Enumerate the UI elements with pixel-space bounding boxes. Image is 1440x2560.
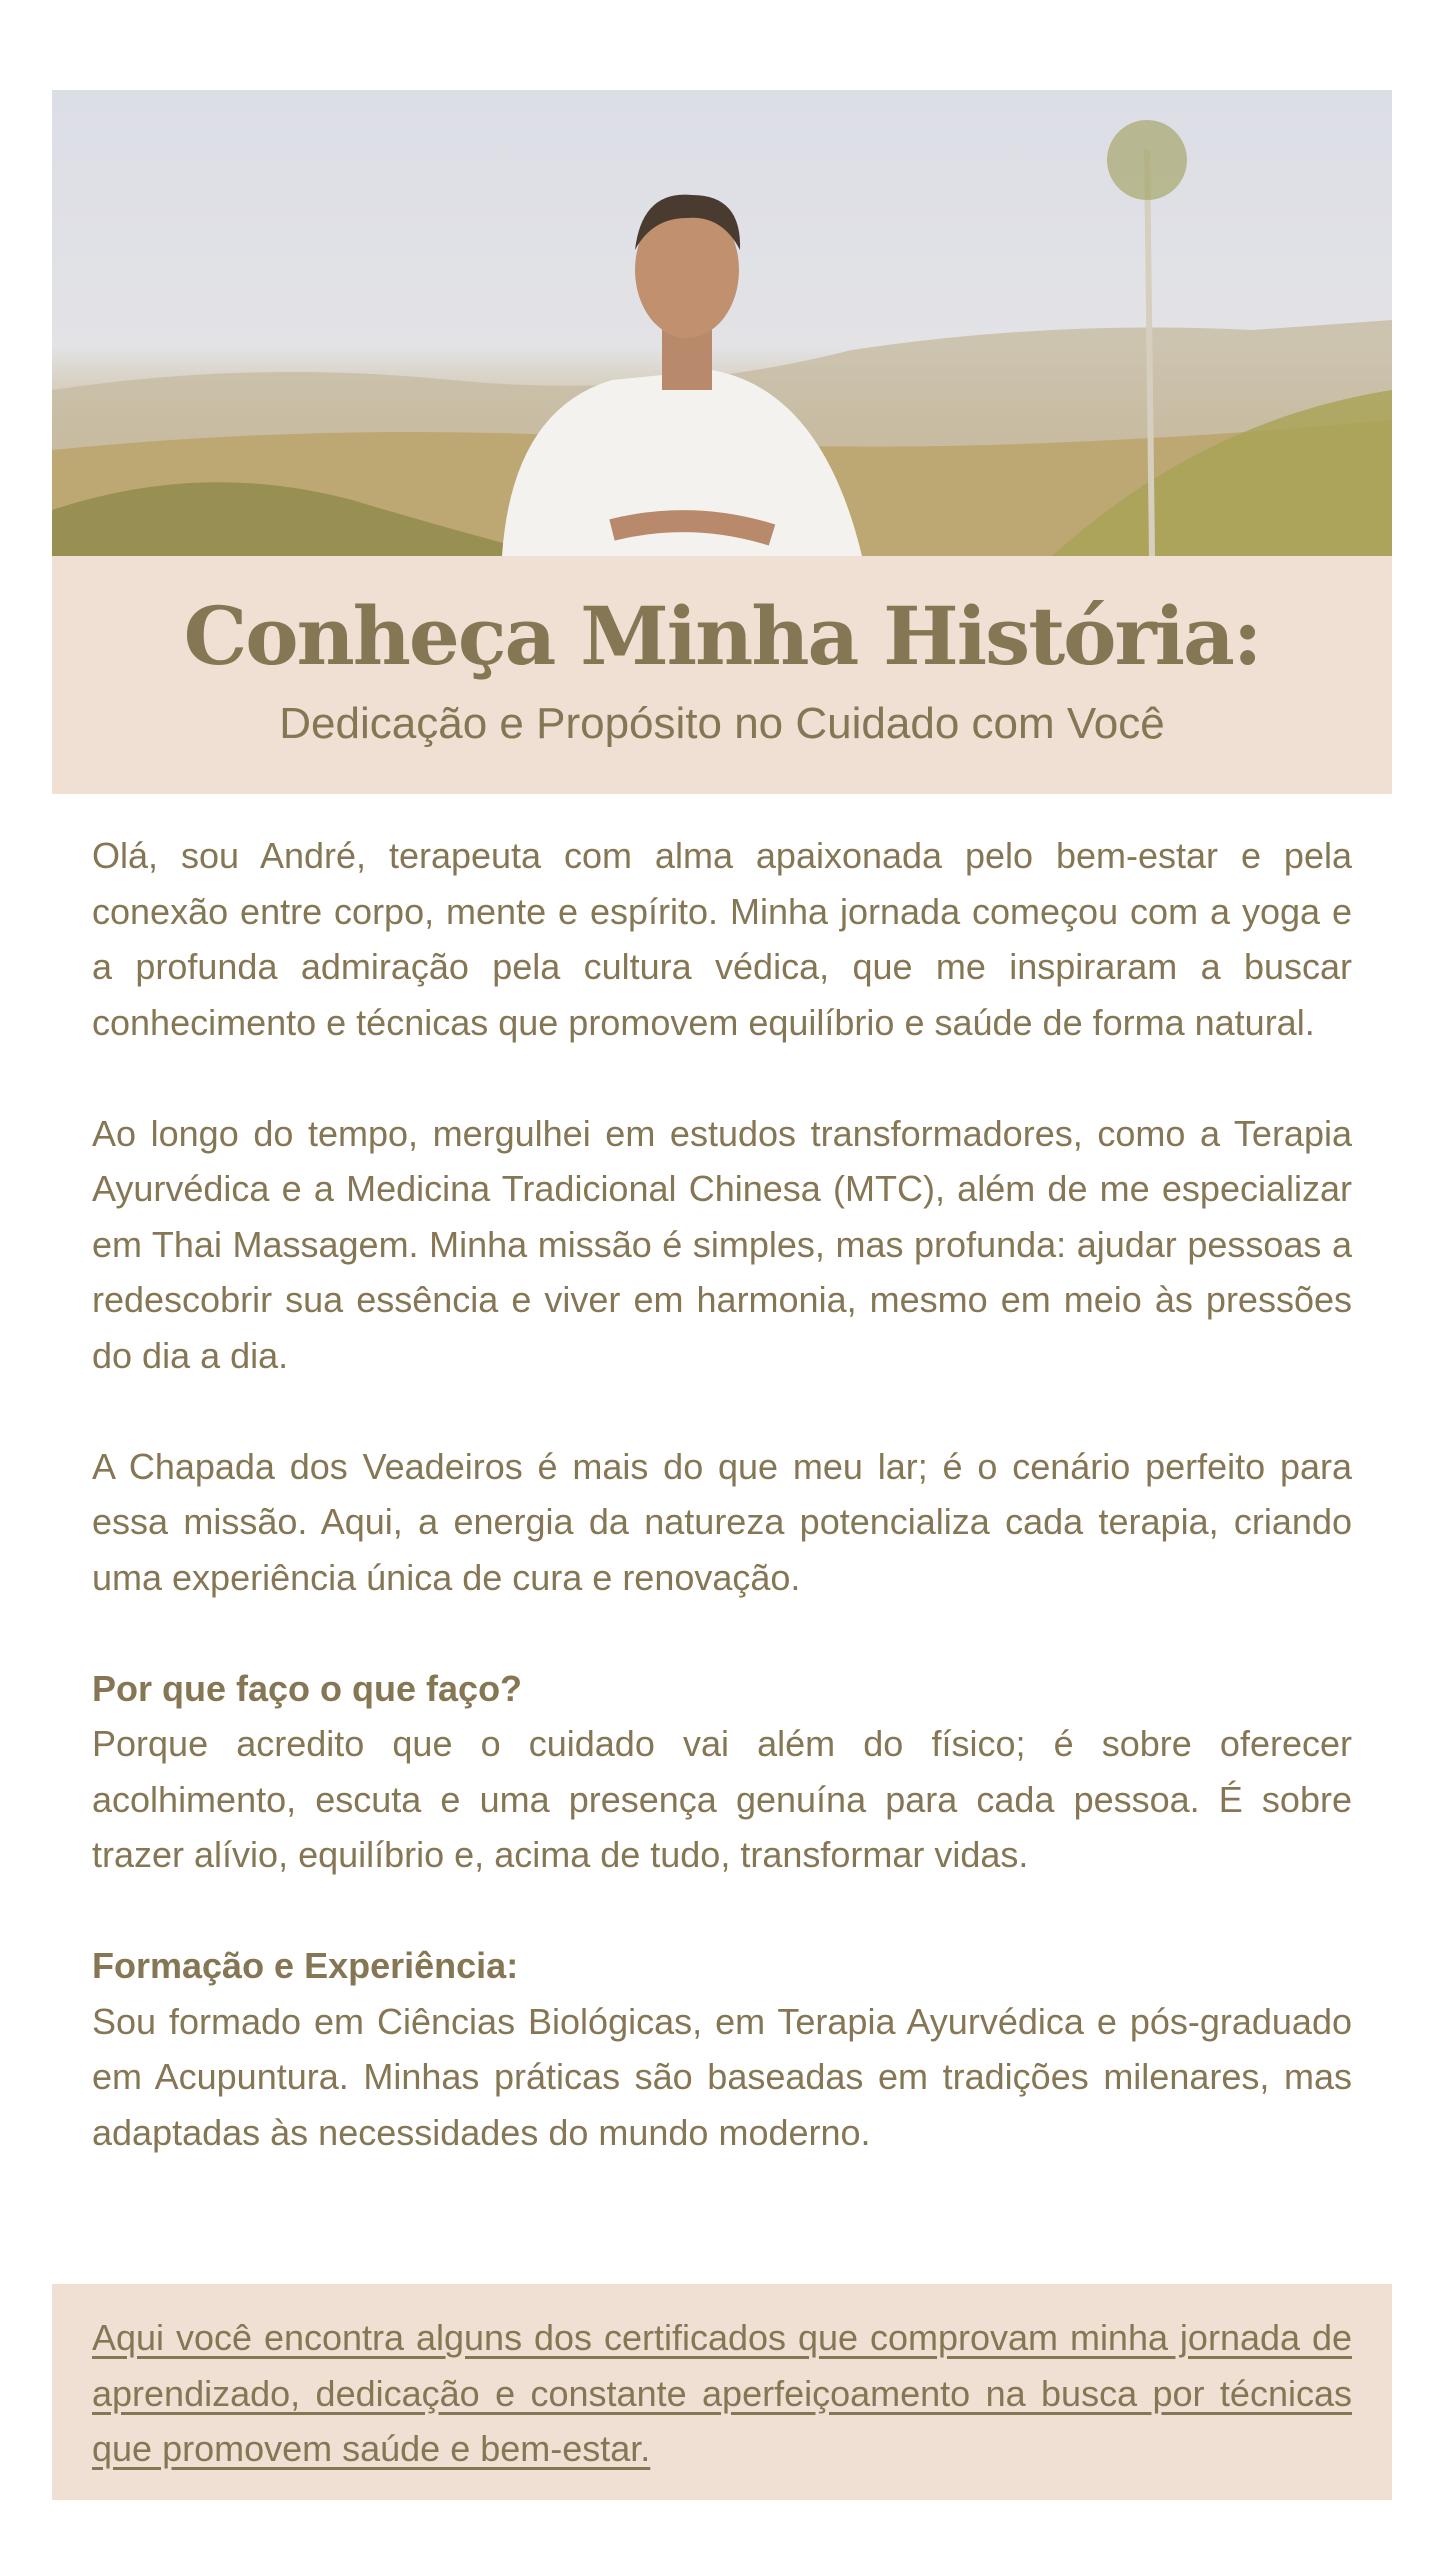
certificates-link[interactable]: Aqui você encontra alguns dos certificados que comprovam minha jornada de aprendizado, dedicação e constante aperfeiçoamento na busca por técnicas que promovem saúde e bem-estar.	[92, 2317, 1352, 2469]
hero-banner	[52, 556, 1392, 794]
training-section	[92, 1938, 1352, 2160]
why-section	[92, 1661, 1352, 1883]
intro-paragraph: Olá, sou André, terapeuta com alma apaixonada pelo bem-estar e pela conexão entre corpo, mente e espírito. Minha jornada começou com a yoga e a profunda admiração pela cultura védica, que me inspiraram a buscar conhecimento e técnicas que promovem equilíbrio e saúde de forma natural.	[92, 835, 1352, 1043]
certificates-panel	[52, 2284, 1392, 2500]
training-text: Sou formado em Ciências Biológicas, em Terapia Ayurvédica e pós-graduado em Acupuntura. Minhas práticas são baseadas em tradições milenares, mas adaptadas às necessidades do mundo moderno.	[92, 2000, 1352, 2153]
why-text: Porque acredito que o cuidado vai além do físico; é sobre oferecer acolhimento, escuta e uma presença genuína para cada pessoa. É sobre trazer alívio, equilíbrio e, acima de tudo, transformar vidas.	[92, 1723, 1352, 1875]
hero-photo	[52, 90, 1392, 556]
journey-paragraph: Ao longo do tempo, mergulhei em estudos transformadores, como a Terapia Ayurvédica e a Medicina Tradicional Chinesa (MTC), além de me especializar em Thai Massagem. Minha missão é simples, mas profunda: ajudar pessoas a redescobrir sua essência e viver em harmonia, mesmo em meio às pressões do dia a dia.	[92, 1112, 1352, 1376]
page-title: Conheça Minha História:	[183, 589, 1261, 683]
story-content	[92, 828, 1352, 2216]
why-heading: Por que faço o que faço?	[92, 1667, 523, 1709]
location-paragraph: A Chapada dos Veadeiros é mais do que meu lar; é o cenário perfeito para essa missão. Aqui, a energia da natureza potencializa cada terapia, criando uma experiência única de cura e renovação.	[92, 1445, 1352, 1598]
landscape-illustration	[52, 90, 1392, 556]
page-subtitle: Dedicação e Propósito no Cuidado com Você	[279, 699, 1165, 748]
training-heading: Formação e Experiência:	[92, 1945, 519, 1986]
